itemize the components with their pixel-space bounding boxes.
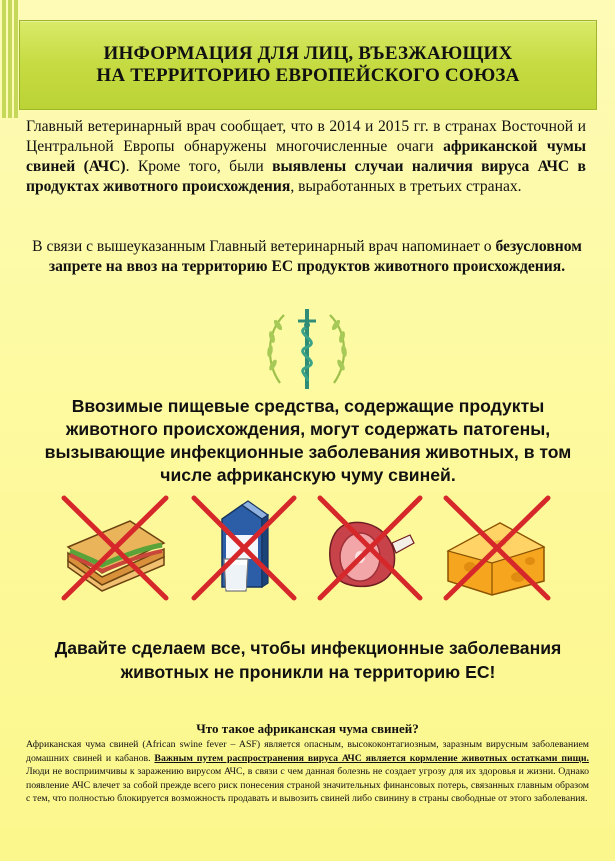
veterinary-emblem-icon bbox=[258, 303, 356, 395]
intro-bold-virus: выявлены случаи наличия вируса АЧС в продуктах животного происхождения bbox=[26, 158, 586, 195]
prohibition-crosses bbox=[0, 490, 615, 605]
asf-underlined-text: Важным путем распространения вируса АЧС является кормление животных остатками пищи. bbox=[154, 752, 589, 764]
asf-section-title: Что такое африканская чума свиней? bbox=[196, 721, 419, 736]
intro-text: . Кроме того, были bbox=[125, 158, 273, 175]
title-line-2: НА ТЕРРИТОРИЮ ЕВРОПЕЙСКОГО СОЮЗА bbox=[96, 65, 520, 86]
title-line-1: ИНФОРМАЦИЯ ДЛЯ ЛИЦ, ВЪЕЗЖАЮЩИХ bbox=[103, 43, 513, 64]
asf-description bbox=[26, 738, 589, 806]
intro-paragraph bbox=[26, 117, 586, 197]
appeal-text: Давайте сделаем все, чтобы инфекционные заболевания животных не проникли на территорию ЕС! bbox=[54, 638, 562, 682]
ban-text: В связи с вышеуказанным Главный ветеринарный врач напоминает о bbox=[32, 238, 496, 255]
decorative-side-bars bbox=[0, 0, 20, 118]
ban-paragraph bbox=[22, 237, 592, 277]
asf-text: Африканская чума свиней (African swine fever – ASF) является опасным, высококонтагиозным, заразным вирусным заболеванием домашних свиней и кабанов. bbox=[26, 739, 589, 764]
intro-bold-asf: африканской чумы свиней (АЧС) bbox=[26, 138, 586, 175]
asf-text: Люди не восприимчивы к заражению вирусом АЧС, в связи с чем данная болезнь не создает угрозу для их здоровья и жизни. Однако появление АЧС влечет за собой прежде всего риск понесения страной значительных финансовых потерь, связанных главным образом с тем, что полностью блокируется возможность продавать и вывозить свиней либо свинину в страны свободные от этого заболевания. bbox=[26, 766, 589, 805]
intro-text: Главный ветеринарный врач сообщает, что в 2014 и 2015 гг. в странах Восточной и Центральной Европы обнаружены многочисленные очаги bbox=[26, 118, 586, 155]
warning-text: Ввозимые пищевые средства, содержащие продукты животного происхождения, могут содержать патогены, вызывающие инфекционные заболевания животных, в том числе африканскую чуму свиней. bbox=[44, 396, 572, 485]
title-banner bbox=[19, 20, 597, 110]
page-title bbox=[96, 43, 519, 87]
intro-text: , выработанных в третьих странах. bbox=[290, 178, 522, 195]
ban-bold: безусловном запрете на ввоз на территорию ЕС продуктов животного происхождения. bbox=[48, 238, 582, 275]
